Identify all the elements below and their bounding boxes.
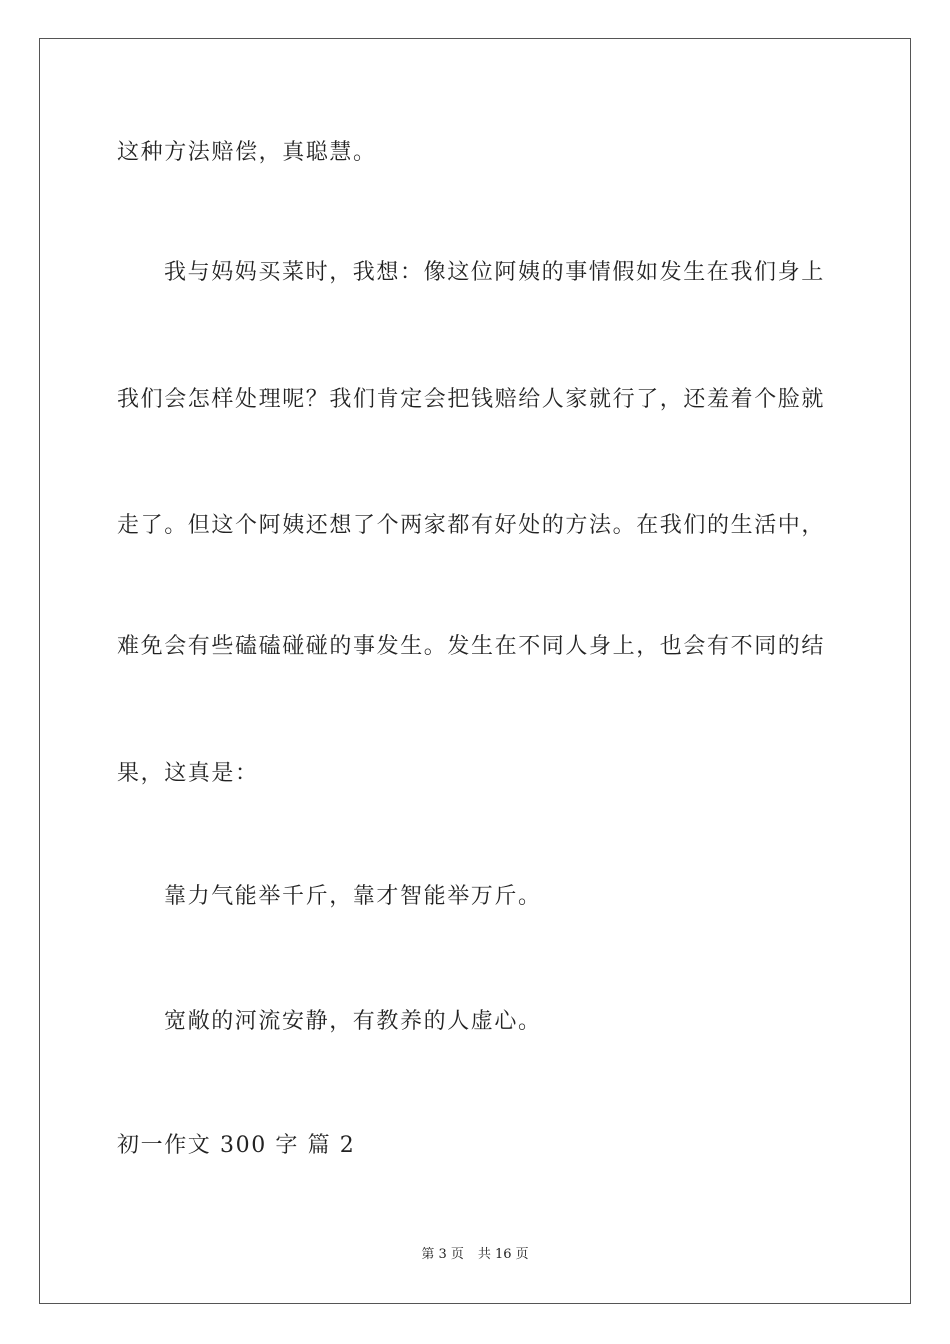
paragraph-line: 我与妈妈买菜时，我想：像这位阿姨的事情假如发生在我们身上 xyxy=(164,260,825,285)
paragraph-line: 果，这真是： xyxy=(117,761,259,786)
paragraph-line: 难免会有些磕磕碰碰的事发生。发生在不同人身上，也会有不同的结 xyxy=(117,634,826,659)
paragraph-line: 宽敞的河流安静，有教养的人虚心。 xyxy=(164,1009,542,1034)
paragraph-line: 走了。但这个阿姨还想了个两家都有好处的方法。在我们的生活中， xyxy=(117,513,826,538)
page-number-total: 共 16 页 xyxy=(477,1247,529,1262)
paragraph-line: 靠力气能举千斤，靠才智能举万斤。 xyxy=(164,884,542,909)
page-border xyxy=(39,38,911,1304)
section-heading: 初一作文 300 字 篇 2 xyxy=(117,1133,356,1158)
page-number-current: 第 3 页 xyxy=(421,1247,464,1262)
paragraph-line: 这种方法赔偿，真聪慧。 xyxy=(117,140,377,165)
page-footer xyxy=(0,1246,950,1264)
paragraph-line: 我们会怎样处理呢？我们肯定会把钱赔给人家就行了，还羞着个脸就 xyxy=(117,387,826,412)
